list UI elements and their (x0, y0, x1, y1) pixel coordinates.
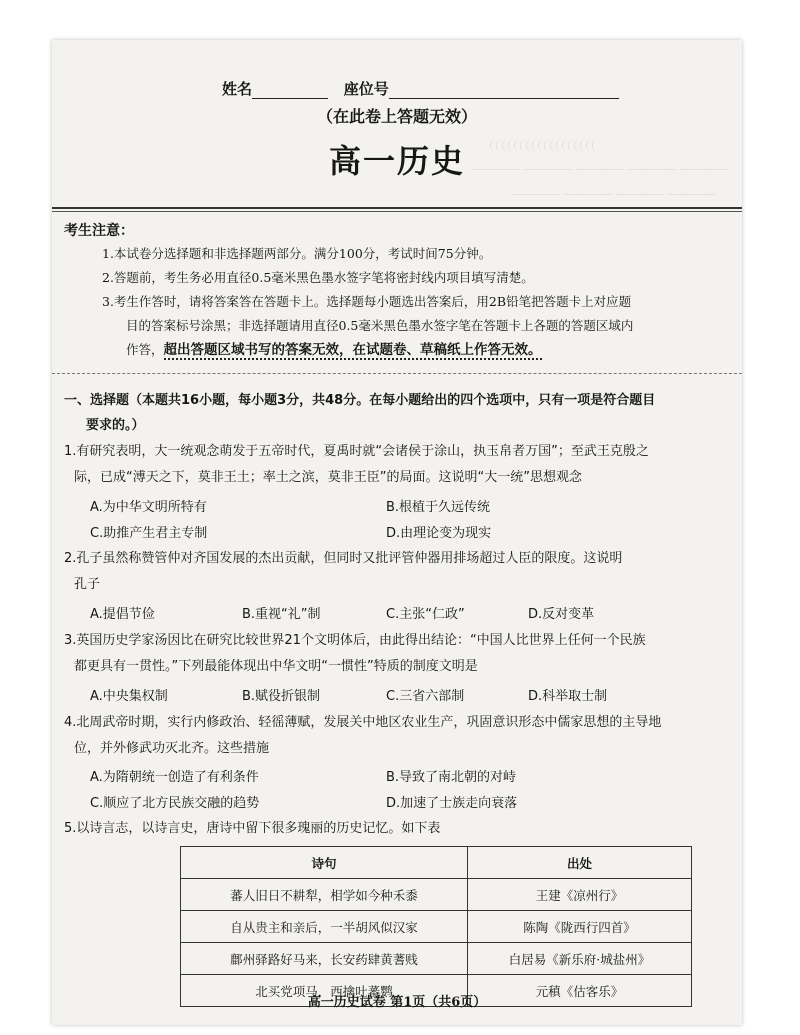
question-1-stem-line-2: 际，已成“溥天之下，莫非王土；率土之滨，莫非王臣”的局面。这说明“大一统”思想观念 (74, 470, 582, 485)
seat-label: 座位号 (343, 80, 389, 98)
poem-source-cell: 白居易《新乐府·城盐州》 (468, 943, 692, 975)
page-title: 高一历史 (328, 142, 465, 180)
question-4-option-c[interactable]: C.顺应了北方民族交融的趋势 (90, 796, 260, 811)
poem-table-header-source: 出处 (468, 847, 692, 879)
attention-divider (52, 373, 742, 374)
question-4-stem-line-2: 位，并外修武功灭北齐。这些措施 (74, 741, 270, 756)
question-4-stem-line-1: 4.北周武帝时期，实行内修政治、轻徭薄赋，发展关中地区农业生产，巩固意识形态中儒家思想的主导地 (64, 715, 662, 730)
question-1-option-b[interactable]: B.根植于久远传统 (386, 500, 491, 515)
page-footer: 高一历史试卷 第1页（共6页） (307, 995, 487, 1010)
section-1-heading-line-1: 一、选择题（本题共16小题，每小题3分，共48分。在每小题给出的四个选项中，只有一项是符合题目 (64, 393, 656, 408)
invalid-answer-notice: （在此卷上答题无效） (316, 107, 477, 126)
poem-source-cell: 陈陶《陇西行四首》 (468, 911, 692, 943)
attention-item-3-line-1: 3.考生作答时，请将答案答在答题卡上。选择题每小题选出答案后，用2B铅笔把答题卡上对应题 (102, 294, 632, 309)
name-blank[interactable] (252, 84, 328, 99)
exam-page (52, 40, 742, 1025)
question-4-option-d[interactable]: D.加速了士族走向衰落 (386, 796, 518, 811)
seat-blank[interactable] (389, 84, 619, 99)
question-5-stem: 5.以诗言志，以诗言史，唐诗中留下很多瑰丽的历史记忆。如下表 (64, 821, 441, 836)
question-2-stem-line-1: 2.孔子虽然称赞管仲对齐国发展的杰出贡献，但同时又批评管仲器用排场超过人臣的限度。这说明 (64, 551, 623, 566)
attention-item-3-emphasis: 超出答题区域书写的答案无效，在试题卷、草稿纸上作答无效。 (163, 342, 542, 358)
title-divider (52, 207, 742, 209)
attention-item-3-line-3 (126, 338, 726, 362)
student-info-line (222, 78, 619, 99)
poem-verse-cell: 北买党项马，西擒吐蕃鹦 (181, 975, 468, 1007)
attention-item-1: 1.本试卷分选择题和非选择题两部分。满分100分，考试时间75分钟。 (102, 246, 492, 261)
table-row (181, 911, 692, 943)
poem-table-header-verse: 诗句 (181, 847, 468, 879)
question-1-option-d[interactable]: D.由理论变为现实 (386, 526, 492, 541)
table-row (181, 943, 692, 975)
bleed-through-text: （（（（（（（（（（（（（（（（（（ (482, 139, 597, 153)
poem-table (180, 846, 692, 1007)
question-2-option-a[interactable]: A.提倡节俭 (90, 607, 155, 622)
attention-item-2: 2.答题前，考生务必用直径0.5毫米黑色墨水签字笔将密封线内项目填写清楚。 (102, 270, 534, 285)
question-1-option-a[interactable]: A.为中华文明所特有 (90, 500, 207, 515)
question-3-option-c[interactable]: C.三省六部制 (386, 689, 465, 704)
poem-source-cell: 元稹《估客乐》 (468, 975, 692, 1007)
name-label: 姓名 (222, 80, 253, 98)
question-2-option-c[interactable]: C.主张“仁政” (386, 607, 465, 622)
question-3-option-a[interactable]: A.中央集权制 (90, 689, 168, 704)
question-3-option-d[interactable]: D.科举取士制 (528, 689, 608, 704)
poem-verse-cell: 鄜州驿路好马来，长安药肆黄蓍贱 (181, 943, 468, 975)
table-row (181, 879, 692, 911)
question-3-option-b[interactable]: B.赋役折银制 (242, 689, 321, 704)
title-divider-thin (52, 211, 742, 212)
question-2-option-d[interactable]: D.反对变革 (528, 607, 595, 622)
question-3-stem-line-2: 都更具有一贯性。”下列最能体现出中华文明“一惯性”特质的制度文明是 (74, 659, 478, 674)
question-1-option-c[interactable]: C.助推产生君主专制 (90, 526, 208, 541)
attention-heading: 考生注意： (64, 223, 134, 239)
poem-verse-cell: 自从贵主和亲后，一半胡风似汉家 (181, 911, 468, 943)
question-3-stem-line-1: 3.英国历史学家汤因比在研究比较世界21个文明体后，由此得出结论：“中国人比世界上任何一个民族 (64, 633, 646, 648)
question-4-option-a[interactable]: A.为隋朝统一创造了有利条件 (90, 770, 259, 785)
question-1-stem-line-1: 1.有研究表明，大一统观念萌发于五帝时代，夏禹时就“会诸侯于涂山，执玉帛者万国”；至武王克殷之 (64, 444, 649, 459)
bleed-through-text: ———— ———— ———— ———— ———— (472, 162, 728, 176)
attention-item-3-line-2: 目的答案标号涂黑；非选择题请用直径0.5毫米黑色墨水签字笔在答题卡上各题的答题区域内 (126, 318, 634, 333)
question-2-stem-line-2: 孔子 (74, 577, 101, 592)
question-4-option-b[interactable]: B.导致了南北朝的对峙 (386, 770, 517, 785)
attention-item-3-prefix: 作答， (126, 342, 164, 357)
question-2-option-b[interactable]: B.重视“礼”制 (242, 607, 321, 622)
section-1-heading-line-2: 要求的。） (86, 418, 145, 433)
poem-source-cell: 王建《凉州行》 (468, 879, 692, 911)
poem-table-header-row (181, 847, 692, 879)
poem-verse-cell: 蕃人旧日不耕犁，相学如今种禾黍 (181, 879, 468, 911)
bleed-through-text: ———— ———— ———— ———— (512, 187, 716, 201)
